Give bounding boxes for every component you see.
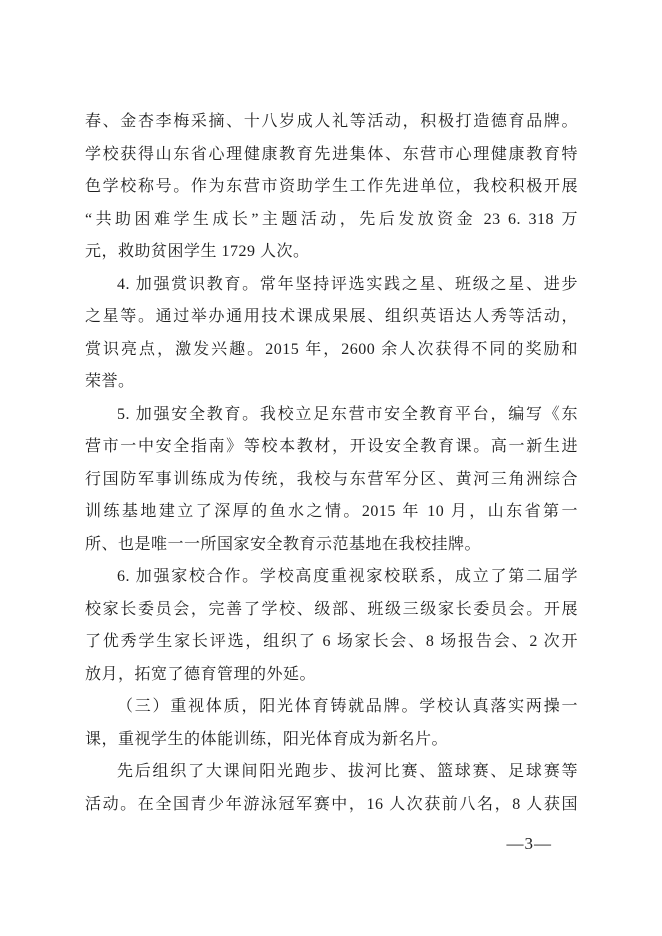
- paragraph: [85, 756, 578, 821]
- text-line: 4. 加强赏识教育。常年坚持评选实践之星、班级之星、进步: [117, 275, 578, 293]
- text-line: 了优秀学生家长评选，组织了 6 场家长会、8 场报告会、2 次开: [85, 633, 578, 650]
- paragraph: [85, 561, 578, 691]
- text-line: 6. 加强家校合作。学校高度重视家校联系，成立了第二届学: [117, 568, 578, 585]
- text-line: 所、也是唯一一所国家安全教育示范基地在我校挂牌。: [85, 535, 482, 553]
- paragraph: [85, 269, 578, 399]
- text-line: 5. 加强安全教育。我校立足东营市安全教育平台，编写《东: [117, 405, 578, 423]
- page-number: —3—: [506, 834, 552, 853]
- paragraph: [85, 106, 578, 269]
- text-line: 赏识亮点，激发兴趣。2015 年，2600 余人次获得不同的奖励和: [85, 340, 578, 358]
- paragraph: [85, 399, 578, 562]
- text-line: 先后组织了大课间阳光跑步、拔河比赛、篮球赛、足球赛等: [117, 763, 578, 780]
- text-line: 行国防军事训练成为传统，我校与东营军分区、黄河三角洲综合: [85, 470, 578, 488]
- text-line: 荣誉。: [85, 373, 135, 390]
- text-line: “共助困难学生成长”主题活动，先后发放资金 23 6. 318 万: [85, 210, 578, 228]
- text-line: 校家长委员会，完善了学校、级部、班级三级家长委员会。开展: [85, 600, 578, 618]
- text-line: （三）重视体质，阳光体育铸就品牌。学校认真落实两操一: [117, 698, 578, 715]
- text-line: 春、金杏李梅采摘、十八岁成人礼等活动，积极打造德育品牌。: [85, 113, 578, 130]
- text-line: 元，救助贫困学生 1729 人次。: [85, 243, 310, 260]
- text-line: 色学校称号。作为东营市资助学生工作先进单位，我校积极开展: [85, 178, 578, 195]
- text-line: 训练基地建立了深厚的鱼水之情。2015 年 10 月，山东省第一: [85, 503, 578, 520]
- paragraph: [85, 691, 578, 756]
- text-line: 之星等。通过举办通用技术课成果展、组织英语达人秀等活动，: [85, 308, 578, 325]
- text-line: 课，重视学生的体能训练，阳光体育成为新名片。: [85, 730, 449, 748]
- text-line: 放月，拓宽了德育管理的外延。: [85, 665, 317, 683]
- document-body-text: [85, 106, 578, 821]
- text-line: 学校获得山东省心理健康教育先进集体、东营市心理健康教育特: [85, 145, 578, 163]
- text-line: 活动。在全国青少年游泳冠军赛中，16 人次获前八名，8 人获国: [85, 795, 578, 813]
- text-line: 营市一中安全指南》等校本教材，开设安全教育课。高一新生进: [85, 438, 578, 455]
